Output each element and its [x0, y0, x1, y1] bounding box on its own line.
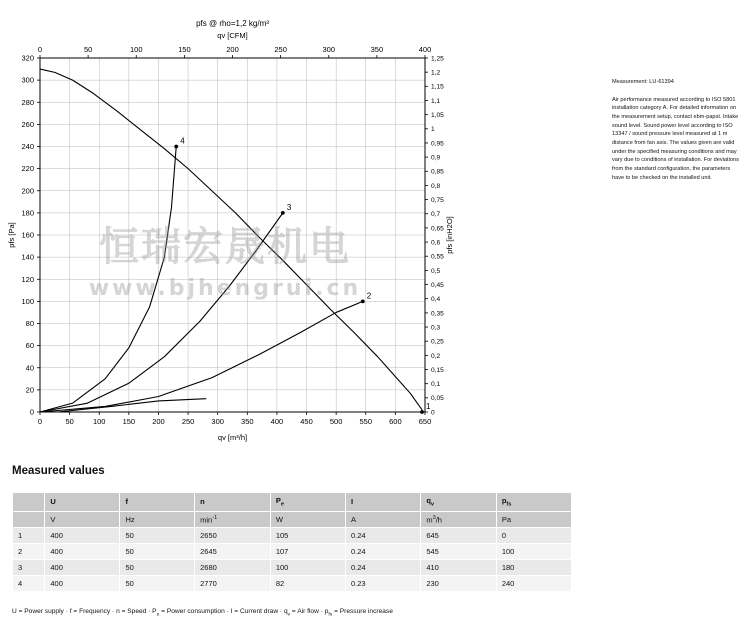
svg-text:320: 320: [21, 53, 34, 63]
svg-text:pfs [Pa]: pfs [Pa]: [7, 222, 16, 248]
table-header-cell: n: [195, 493, 271, 512]
svg-text:0,05: 0,05: [431, 395, 444, 403]
watermark-line-2: www.bjhengrui.cn: [88, 276, 362, 301]
svg-text:1,25: 1,25: [431, 55, 444, 63]
table-cell: 180: [496, 560, 571, 576]
table-cell: 400: [45, 528, 120, 544]
table-unit-cell: $\min^{-1}$: [195, 511, 271, 528]
svg-text:80: 80: [25, 319, 34, 329]
svg-text:0,85: 0,85: [431, 168, 444, 176]
svg-text:pfs @ rho=1,2 kg/m³: pfs @ rho=1,2 kg/m³: [196, 19, 269, 28]
table-header-cell: $P_e$: [270, 493, 345, 512]
svg-text:0,45: 0,45: [431, 281, 444, 289]
svg-text:1: 1: [426, 402, 431, 411]
table-cell: 100: [270, 560, 345, 576]
svg-text:2: 2: [366, 291, 372, 301]
svg-text:1,05: 1,05: [431, 112, 444, 120]
table-cell: 2680: [195, 560, 271, 576]
svg-text:0,6: 0,6: [431, 239, 441, 247]
table-cell: 107: [270, 544, 345, 560]
svg-text:250: 250: [274, 45, 287, 54]
svg-text:4: 4: [180, 136, 185, 146]
table-cell: 1: [13, 528, 45, 544]
table-row: [13, 528, 572, 544]
table-cell: 2650: [195, 528, 271, 544]
table-cell: 2: [13, 544, 45, 560]
table-cell: 0.24: [345, 528, 420, 544]
svg-text:450: 450: [300, 417, 313, 426]
performance-chart: [0, 0, 460, 450]
table-units-row: [13, 511, 572, 528]
svg-text:650: 650: [418, 417, 432, 426]
svg-text:0,35: 0,35: [431, 310, 444, 318]
svg-text:3: 3: [286, 202, 292, 212]
table-cell: 100: [496, 544, 571, 560]
table-cell: 2770: [195, 576, 271, 592]
svg-text:20: 20: [25, 385, 34, 395]
measurement-note: [612, 78, 740, 182]
svg-text:0,65: 0,65: [431, 225, 444, 233]
svg-text:pfs [inH2O]: pfs [inH2O]: [445, 216, 454, 254]
svg-text:350: 350: [241, 417, 254, 426]
table-cell: 645: [421, 528, 497, 544]
svg-text:60: 60: [25, 341, 34, 351]
svg-text:0,95: 0,95: [431, 140, 444, 148]
table-cell: 4: [13, 576, 45, 592]
table-header-cell: I: [345, 493, 420, 512]
svg-text:0,25: 0,25: [431, 338, 444, 346]
chart-svg: [0, 0, 460, 450]
svg-text:550: 550: [359, 417, 373, 426]
svg-text:0,4: 0,4: [431, 296, 441, 304]
table-row: [13, 576, 572, 592]
svg-text:300: 300: [21, 75, 34, 85]
svg-text:140: 140: [21, 252, 34, 262]
svg-text:1: 1: [431, 126, 435, 134]
measurement-note-body: Air performance measured according to ISO 5801 installation category A. For detailed information on the measurement setup, contact ebm-papst. Intake sound level. Sound power level according to ISO 13347 / sound pressure level measured at 1 m distance from fan axis. The values given are valid under the specified measuring conditions and may vary due to conditions of installation. For deviations from the standard configuration, the parameters have to be checked on the installed unit.: [612, 96, 739, 181]
table-header-cell: $p_{fs}$: [496, 493, 571, 512]
svg-text:1,2: 1,2: [431, 69, 441, 77]
svg-text:200: 200: [226, 45, 239, 54]
table-unit-cell: V: [45, 511, 120, 528]
table-header-cell: f: [120, 493, 195, 512]
svg-text:0,1: 0,1: [431, 381, 441, 389]
table-cell: 400: [45, 560, 120, 576]
measured-values-legend: U = Power supply · f = Frequency · n = Speed · $P_e$ = Power consumption · I = Current draw · $q_v$ = Air flow · $p_{fs}$ = Pressure increase: [12, 608, 393, 618]
svg-text:600: 600: [389, 417, 402, 426]
svg-text:0,8: 0,8: [431, 182, 441, 190]
svg-text:0: 0: [37, 417, 43, 426]
table-cell: 0.24: [345, 560, 420, 576]
measurement-id: Measurement: LU-61394: [612, 79, 674, 85]
svg-text:300: 300: [322, 45, 336, 54]
table-unit-cell: A: [345, 511, 420, 528]
svg-text:400: 400: [418, 45, 432, 54]
table-cell: 400: [45, 544, 120, 560]
svg-text:200: 200: [152, 417, 165, 426]
svg-text:150: 150: [122, 417, 136, 426]
svg-text:100: 100: [129, 45, 143, 54]
svg-text:1,15: 1,15: [431, 83, 444, 91]
svg-text:120: 120: [21, 274, 34, 284]
svg-text:0: 0: [29, 407, 34, 417]
svg-text:0,5: 0,5: [431, 267, 441, 275]
table-cell: 105: [270, 528, 345, 544]
svg-text:0,7: 0,7: [431, 211, 441, 219]
svg-text:0,15: 0,15: [431, 366, 444, 374]
svg-text:180: 180: [21, 208, 34, 218]
table-cell: 545: [421, 544, 497, 560]
table-cell: 240: [496, 576, 571, 592]
table-cell: 0.24: [345, 544, 420, 560]
table-cell: 50: [120, 544, 195, 560]
svg-text:500: 500: [329, 417, 343, 426]
table-cell: 2645: [195, 544, 271, 560]
table-cell: 400: [45, 576, 120, 592]
table-row: [13, 560, 572, 576]
table-unit-cell: [13, 511, 45, 528]
table-header-cell: [13, 493, 45, 512]
table-cell: 82: [270, 576, 345, 592]
table-cell: 50: [120, 528, 195, 544]
svg-text:300: 300: [211, 417, 224, 426]
svg-text:220: 220: [21, 164, 34, 174]
svg-text:0,9: 0,9: [431, 154, 441, 162]
measured-values-title: Measured values: [12, 465, 105, 477]
table-row: [13, 544, 572, 560]
svg-text:qv [CFM]: qv [CFM]: [217, 31, 248, 40]
table-unit-cell: $m^3/h$: [421, 511, 497, 528]
svg-text:0,55: 0,55: [431, 253, 444, 261]
svg-text:50: 50: [65, 417, 74, 426]
svg-text:40: 40: [25, 363, 34, 373]
table-unit-cell: W: [270, 511, 345, 528]
svg-text:1,1: 1,1: [431, 97, 441, 105]
svg-text:0,75: 0,75: [431, 197, 444, 204]
svg-text:160: 160: [21, 230, 34, 240]
svg-text:0: 0: [431, 409, 435, 417]
table-cell: 0.23: [345, 576, 420, 592]
svg-text:50: 50: [83, 45, 93, 54]
svg-text:400: 400: [270, 417, 284, 426]
svg-text:240: 240: [21, 142, 34, 152]
svg-text:260: 260: [21, 119, 34, 129]
svg-text:qv [m³/h]: qv [m³/h]: [217, 433, 248, 442]
svg-text:0,3: 0,3: [431, 324, 441, 332]
table-header-cell: $q_v$: [421, 493, 497, 512]
svg-text:350: 350: [370, 45, 384, 54]
table-unit-cell: Hz: [120, 511, 195, 528]
table-cell: 0: [496, 528, 571, 544]
svg-text:280: 280: [21, 97, 34, 107]
table-cell: 230: [421, 576, 497, 592]
svg-text:250: 250: [181, 417, 195, 426]
table-unit-cell: Pa: [496, 511, 571, 528]
table-header-row: [13, 493, 572, 512]
table-header-cell: U: [45, 493, 120, 512]
svg-text:150: 150: [178, 45, 191, 54]
svg-text:0: 0: [37, 45, 43, 54]
svg-text:100: 100: [21, 296, 34, 306]
table-cell: 50: [120, 560, 195, 576]
svg-text:0,2: 0,2: [431, 352, 441, 360]
svg-text:100: 100: [92, 417, 106, 426]
table-cell: 410: [421, 560, 497, 576]
watermark-line-1: 恒瑞宏晟机电: [99, 224, 351, 270]
table-cell: 50: [120, 576, 195, 592]
measured-values-table: [12, 492, 572, 592]
svg-text:200: 200: [21, 186, 34, 196]
table-cell: 3: [13, 560, 45, 576]
